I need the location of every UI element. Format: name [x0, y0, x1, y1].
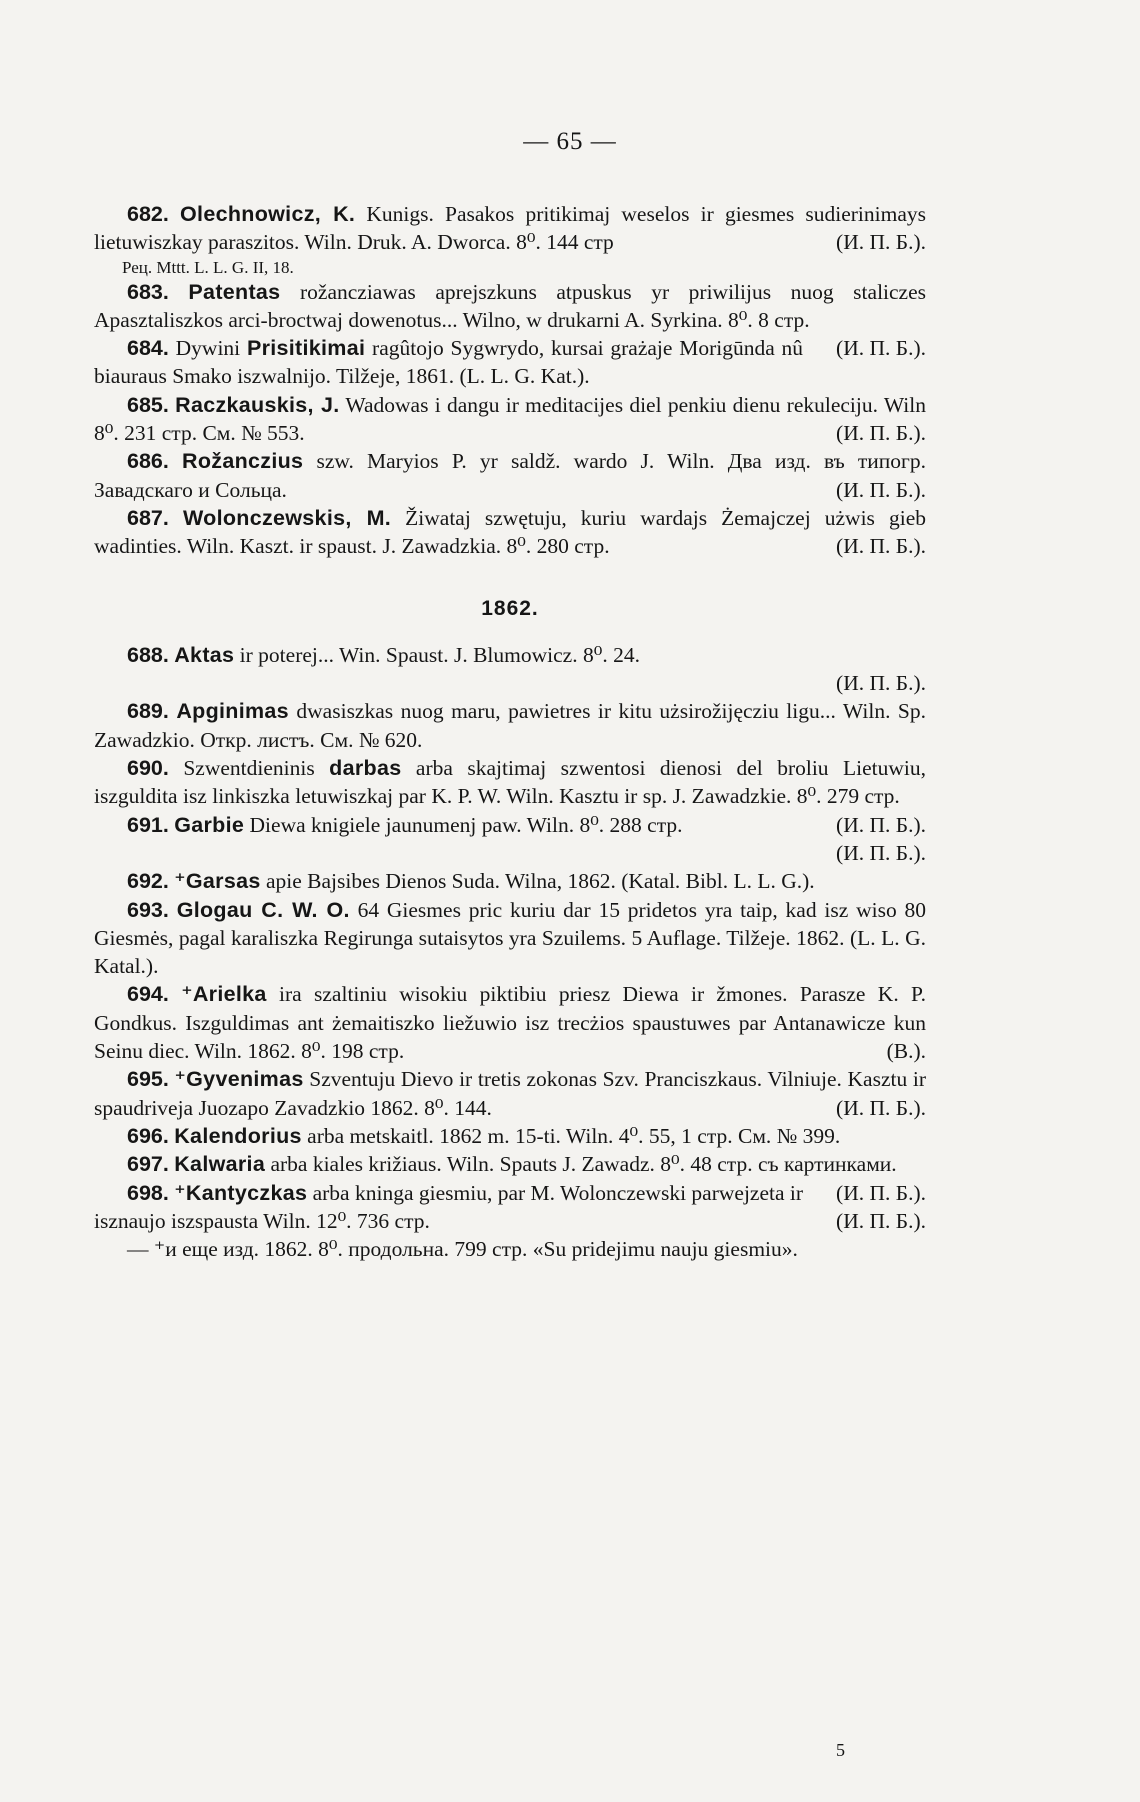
entry-keyword: Apginimas [176, 699, 289, 724]
entry-text: Kunigs. Pasakos pritikimaj weselos ir giesmes sudierinimays lietuwiszkay paraszitos. Wiln. Druk. A. Dworca. 8⁰. 144 стр [94, 202, 926, 255]
bibliography-entry [94, 391, 926, 448]
signature-mark: 5 [836, 1740, 845, 1760]
bibliography-entry [94, 641, 926, 669]
entry-text: ira szaltiniu wisokiu piktibiu priesz Diewa ir žmones. Parasze K. P. Gondkus. Iszguldimas ant żemaitiszko liežuwio isz trecżios spaustuwes par Antanawicze kun Seinu diec. Wiln. 1862. 8⁰. 198 стр. [94, 982, 926, 1064]
bibliography-entry [94, 334, 926, 391]
entry-keyword: ⁺Kantyczkas [174, 1180, 308, 1205]
entry-keyword: ⁺Gyvenimas [174, 1067, 304, 1092]
entries-1861 [94, 200, 926, 561]
entry-location: (И. П. Б.). [836, 477, 926, 502]
entry-location: (И. П. Б.). [836, 1208, 926, 1233]
entry-number: 691. [127, 812, 169, 837]
entry-location: (И. П. Б.). [836, 1180, 926, 1205]
entry-location: (И. П. Б.). [836, 1095, 926, 1120]
entry-number: 683. [127, 279, 169, 304]
entry-number: 686. [127, 449, 169, 474]
entry-number: 698. [127, 1180, 169, 1205]
bibliography-entry [94, 811, 926, 839]
entry-text: Diewa knigiele jaunumenj paw. Wiln. 8⁰. 288 стр. [244, 812, 683, 837]
entry-text: apie Bajsibes Dienos Suda. Wilna, 1862. (Katal. Bibl. L. L. G.). [260, 869, 815, 894]
entry-text: szw. Maryios P. yr saldž. wardo J. Wiln. Два изд. въ типогр. Завадскаго и Сольца. [94, 449, 927, 502]
entry-number: 697. [127, 1152, 169, 1177]
bibliography-entry [94, 697, 926, 754]
entry-keyword: Garbie [174, 812, 245, 837]
entry-text: arba kiales križiaus. Wiln. Spauts J. Zawadz. 8⁰. 48 стр. съ картинками. [265, 1152, 897, 1177]
entry-text: arba kninga giesmiu, par M. Wolonczewski parwejzeta ir isznaujo iszspausta Wiln. 12⁰. 736 стр. [94, 1180, 804, 1233]
entry-keyword: Olechnowicz, K. [180, 202, 356, 226]
entry-text: dwasiszkas nuog maru, pawietres ir kitu użsirožijęcziu ligu... Wiln. Sp. Zawadzkio. Откр. листъ. См. № 620. [94, 699, 926, 752]
entry-keyword: Prisitikimai [246, 336, 366, 361]
bibliography-entry [94, 1179, 926, 1236]
entry-keyword: Aktas [174, 642, 235, 667]
entry-keyword: ⁺Garsas [174, 869, 261, 894]
entry-number: 690. [127, 756, 169, 781]
entry-text: ragûtojo Sygwrydo, kursai grażaje Morigūnda nû biauraus Smako iszwalnijo. Tilžeje, 1861. (L. L. G. Kat.). [94, 336, 804, 389]
entry-number: 696. [127, 1123, 169, 1148]
bibliography-entry [94, 1065, 926, 1122]
entry-keyword: darbas [329, 756, 402, 781]
entry-number: 684. [127, 336, 169, 361]
entry-keyword: Glogau C. W. O. [176, 897, 350, 922]
entry-prefix: Dywini [168, 336, 247, 361]
bibliography-entry [94, 867, 926, 895]
entry-prefix: Szwentdieninis [168, 756, 330, 781]
entry-location: (И. П. Б.). [836, 230, 926, 255]
entry-keyword: Kalendorius [174, 1123, 302, 1148]
entry-keyword: ⁺Arielka [181, 982, 267, 1007]
entry-text: arba metskaitl. 1862 m. 15-ti. Wiln. 4⁰. 55, 1 стр. См. № 399. [301, 1123, 841, 1148]
entry-text: Szventuju Dievo ir tretis zokonas Szv. Pranciszkaus. Vilniuje. Kasztu ir spaudriveja Juozapo Zavadzkio 1862. 8⁰. 144. [94, 1067, 927, 1120]
bibliography-entry [94, 447, 926, 504]
bibliography-entry [94, 200, 926, 257]
entry-number: 694. [127, 982, 169, 1007]
entry-number: 692. [127, 869, 169, 894]
entry-location: (И. П. Б.). [836, 671, 926, 696]
entry-keyword: Kalwaria [174, 1152, 266, 1177]
entries-1862 [94, 641, 926, 1264]
entry-location: (В.). [886, 1039, 926, 1064]
entry-location: (И. П. Б.). [836, 840, 926, 865]
entry-keyword: Rožanczius [182, 449, 304, 474]
entry-number: 695. [127, 1067, 169, 1092]
bibliography-entry [94, 980, 926, 1065]
entry-text: ir poterej... Win. Spaust. J. Blumowicz. 8⁰. 24. [234, 642, 640, 667]
entry-location: (И. П. Б.). [836, 812, 926, 837]
year-heading: 1862. [481, 596, 539, 620]
entry-location: (И. П. Б.). [836, 336, 926, 361]
entry-review-note: Рец. Mttt. L. L. G. II, 18. [122, 257, 294, 277]
entry-number: 682. [127, 202, 169, 226]
entry-number: 693. [127, 897, 169, 922]
entry-location: (И. П. Б.). [836, 421, 926, 446]
bibliography-entry [94, 1122, 926, 1150]
entry-keyword: Wolonczewskis, M. [182, 505, 392, 530]
entry-text: 64 Giesmes pric kuriu dar 15 pridetos yra taip, kad isz wiso 80 Giesmės, pagal karaliszka Regirunga sutaisytos yra Szuilems. 5 Auflage. Tilžeje. 1862. (L. L. G. Katal.). [94, 897, 927, 979]
entry-location: (И. П. Б.). [836, 534, 926, 559]
entry-text: Žiwataj szwętuju, kuriu wardajs Żemajczej użwis gieb wadinties. Wiln. Kaszt. ir spaust. J. Zawadzkia. 8⁰. 280 стр. [94, 505, 926, 559]
entry-text: arba skajtimaj szwentosi dienosi del broliu Lietuwiu, iszguldita isz linkiszka letuwiszkaj par K. P. W. Wiln. Kasztu ir sp. J. Zawadzkie. 8⁰. 279 стр. [94, 756, 926, 809]
bibliography-entry [94, 896, 926, 981]
bibliography-list [94, 200, 926, 1263]
bibliography-entry [94, 1235, 926, 1263]
page-number: — 65 — [523, 128, 617, 155]
entry-number: 689. [127, 699, 169, 724]
entry-keyword: Patentas [188, 279, 281, 304]
entry-text: rožancziawas aprejszkuns atpuskus yr priwilijus nuog staliczes Apasztaliszkos arci-broctwaj dowenotus... Wilno, w drukarni A. Syrkina. 8⁰. 8 стр. [94, 279, 927, 332]
entry-text: Wadowas i dangu ir meditacijes diel penkiu dienu rekuleciju. Wiln 8⁰. 231 стр. См. № 553. [94, 392, 927, 446]
entry-text: — ⁺и еще изд. 1862. 8⁰. продольна. 799 стр. «Su pridejimu nauju giesmiu». [127, 1237, 798, 1262]
entry-keyword: Raczkauskis, J. [175, 392, 340, 417]
bibliography-entry [94, 504, 926, 561]
entry-number: 687. [127, 505, 169, 530]
entry-number: 685. [127, 392, 169, 417]
entry-number: 688. [127, 642, 169, 667]
